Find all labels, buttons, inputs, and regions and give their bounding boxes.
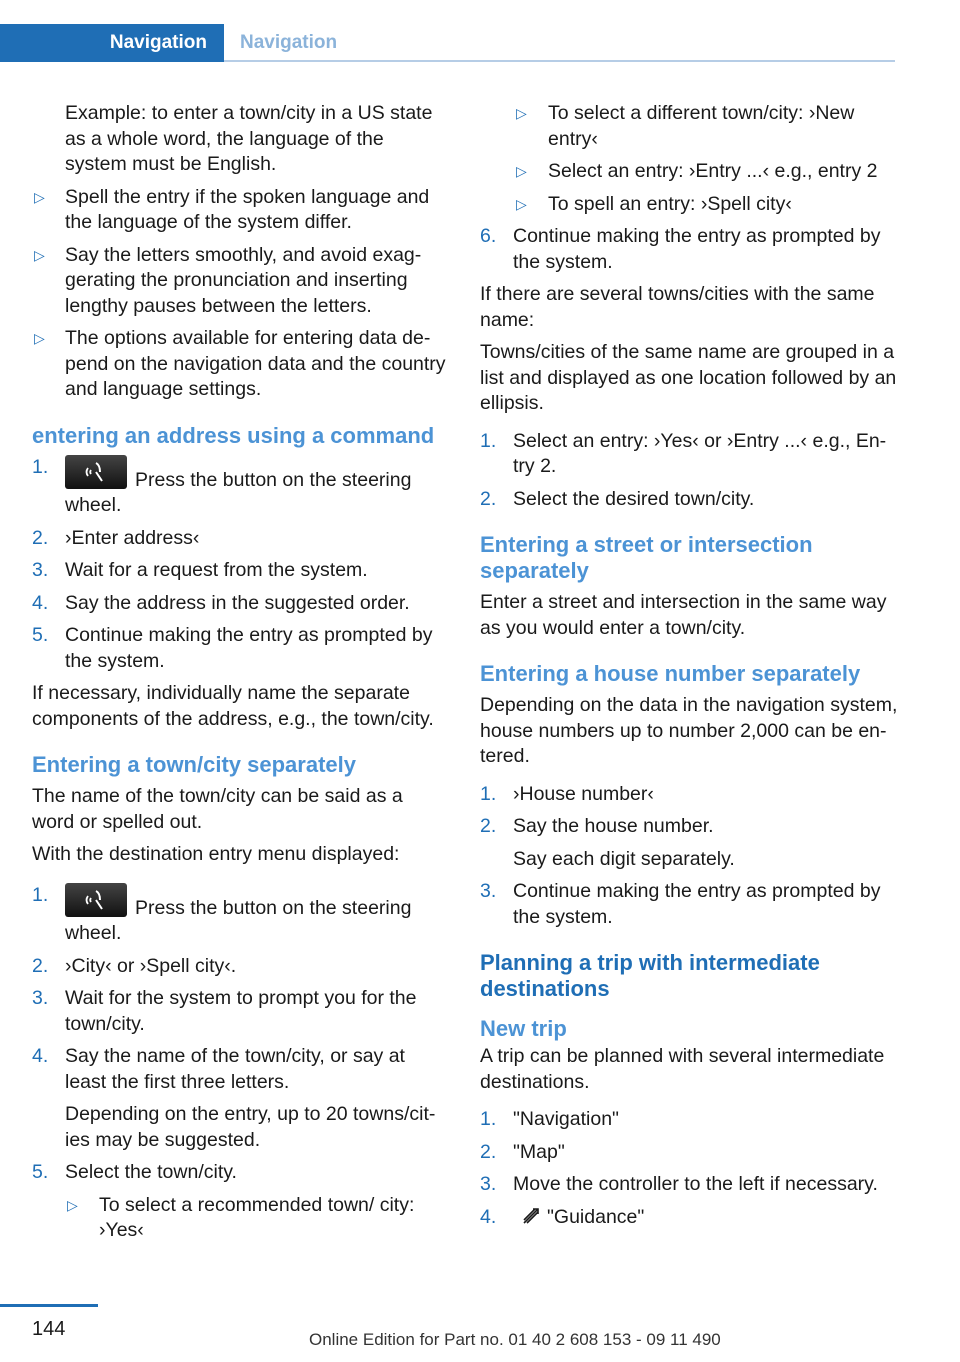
command-note: If necessary, individually name the separate components of the address, e.g., the town/city. xyxy=(32,682,434,730)
edition-line: Online Edition for Part no. 01 40 2 608 153 - 09 11 490 xyxy=(309,1330,721,1349)
step-item: 4. Say the address in the suggested order. xyxy=(32,591,410,614)
town-paragraph-1: The name of the town/city can be said as a word or spelled out. xyxy=(32,785,403,833)
step-item: 2. ›City‹ or ›Spell city‹. xyxy=(32,954,237,977)
house-paragraph: Depending on the data in the navigation system, house numbers up to number 2,000 can be en‐ tered. xyxy=(480,694,898,767)
section-heading-town: Entering a town/city separately xyxy=(32,752,356,777)
sub-list-item: ▷ To select a recommended town/ city: ›Yes‹ xyxy=(67,1193,415,1241)
section-heading-street: Entering a street or intersection separately xyxy=(480,532,813,583)
bullet-icon: ▷ xyxy=(34,188,45,205)
step-item: 5. Continue making the entry as prompted by the system. xyxy=(32,624,433,672)
step-item: 3. Wait for the system to prompt you for the town/city. xyxy=(32,987,417,1035)
sub-list-item: ▷ Select an entry: ›Entry ...‹ e.g., entry 2 xyxy=(514,159,898,185)
bullet-icon: ▷ xyxy=(34,246,45,263)
bullet-icon: ▷ xyxy=(67,1196,78,1213)
intro-paragraph: Example: to enter a town/city in a US state as a whole word, the language of the system must be English. xyxy=(65,102,433,175)
step-item: 1. Press the button on the steering wheel. xyxy=(32,883,412,944)
step-item: 3. Continue making the entry as prompted by the system. xyxy=(480,880,881,928)
step-item: 3. Move the controller to the left if necessary. xyxy=(480,1173,878,1195)
step-item: 1. "Navigation" xyxy=(480,1108,619,1130)
step-item: 4. Say the name of the town/city, or say at least the first three letters. xyxy=(32,1045,405,1093)
bullet-icon: ▷ xyxy=(34,330,45,346)
bullet-icon: ▷ xyxy=(516,105,527,121)
header-divider xyxy=(224,60,895,62)
step-item: 1. Press the button on the steering wheel. xyxy=(32,455,412,516)
town-paragraph-2: With the destination entry menu displayed: xyxy=(32,843,400,865)
step-item: 6. Continue making the entry as prompted by the system. xyxy=(480,225,881,273)
step-item: 4. "Guidance" xyxy=(480,1205,645,1228)
page-number: 144 xyxy=(32,1318,66,1340)
bullet-icon: ▷ xyxy=(516,163,527,179)
step-note: Say each digit separately. xyxy=(513,847,735,870)
sub-list-item: ▷ To select a different town/city: ›New entry‹ xyxy=(516,102,855,150)
new-trip-paragraph: A trip can be planned with several intermediate destinations. xyxy=(480,1045,885,1093)
section-heading-command: entering an address using a command xyxy=(32,422,435,448)
section-tab-active: Navigation xyxy=(0,24,224,62)
right-column xyxy=(480,101,898,1237)
section-heading-house: Entering a house number separately xyxy=(480,661,861,686)
sub-list-item: ▷ To spell an entry: ›Spell city‹ xyxy=(514,192,898,218)
page-header xyxy=(0,24,895,62)
step-item: 1. ›House number‹ xyxy=(480,782,654,805)
same-name-paragraph-2: Towns/cities of the same name are grouped in a list and displayed as one location followed by an ellipsis. xyxy=(480,341,897,414)
voice-command-icon xyxy=(65,455,127,489)
step-item: 2. Say the house number. xyxy=(480,815,714,837)
footer-divider xyxy=(0,1304,98,1307)
street-paragraph: Enter a street and intersection in the same way as you would enter a town/city. xyxy=(480,591,887,639)
list-item: ▷ The options available for entering data de‐ pend on the navigation data and the country and language settings. xyxy=(34,327,446,400)
list-item: ▷ Say the letters smoothly, and avoid exag‐ gerating the pronunciation and inserting lengthy pauses between the letters. xyxy=(34,243,422,317)
step-item: 1. Select an entry: ›Yes‹ or ›Entry ...‹ e.g., En‐ try 2. xyxy=(480,429,887,477)
step-item: 5. Select the town/city. xyxy=(32,1161,237,1183)
section-heading-new-trip: New trip xyxy=(480,1016,567,1041)
step-note: Depending on the entry, up to 20 towns/cit‐ ies may be suggested. xyxy=(65,1103,436,1151)
same-name-paragraph-1: If there are several towns/cities with the same name: xyxy=(480,283,875,331)
voice-command-icon xyxy=(65,883,127,917)
left-column xyxy=(32,101,450,1251)
step-item: 2. Select the desired town/city. xyxy=(480,487,755,510)
bullet-icon: ▷ xyxy=(516,195,527,212)
step-item: 2. ›Enter address‹ xyxy=(32,526,200,549)
step-item: 2. "Map" xyxy=(480,1140,565,1163)
step-item: 3. Wait for a request from the system. xyxy=(32,559,368,581)
section-tab-inactive: Navigation xyxy=(240,32,338,53)
list-item: ▷ Spell the entry if the spoken language and the language of the system differ. xyxy=(34,185,430,233)
navigation-guidance-icon xyxy=(521,1206,541,1226)
section-heading-trip: Planning a trip with intermediate destinations xyxy=(480,950,820,1001)
